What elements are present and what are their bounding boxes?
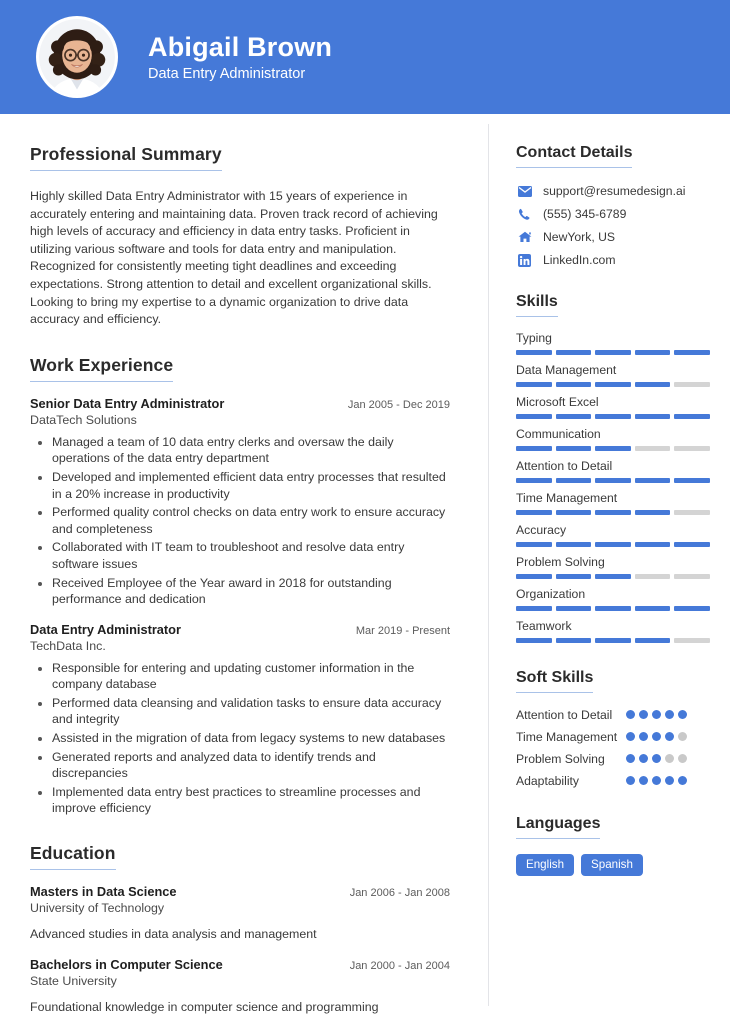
skill-label: Organization <box>516 587 586 601</box>
skill-segment <box>556 414 592 419</box>
soft-skill-label: Adaptability <box>516 774 580 788</box>
contact-item-location[interactable] <box>516 230 710 244</box>
section-heading-work-experience: Work Experience <box>30 355 173 382</box>
experience-entry <box>30 396 450 608</box>
skill-segment <box>556 606 592 611</box>
skill-segment <box>635 606 671 611</box>
experience-date: Mar 2019 - Present <box>355 624 450 637</box>
education-degree: Bachelors in Computer Science <box>30 957 223 973</box>
skill-segment <box>516 638 552 643</box>
skill-segment <box>635 382 671 387</box>
right-column <box>489 114 730 1024</box>
list-item: • Received Employee of the Year award in 2018 for outstanding performance and dedication <box>52 575 450 608</box>
skill-segment <box>635 542 671 547</box>
skill-segment <box>516 446 552 451</box>
list-item: • Implemented data entry best practices to streamline processes and improve efficiency <box>52 784 450 817</box>
language-badge: English <box>516 854 574 876</box>
linkedin-icon <box>516 253 533 267</box>
candidate-name: Abigail Brown <box>148 31 333 62</box>
education-entry-header <box>30 884 450 899</box>
skill-segment <box>516 414 552 419</box>
skill-segment <box>516 606 552 611</box>
skill-segment <box>674 510 710 515</box>
rating-dot <box>639 754 648 763</box>
skill-item <box>516 395 710 419</box>
skill-segment <box>674 638 710 643</box>
rating-dot <box>678 732 687 741</box>
skill-segment <box>595 510 631 515</box>
experience-date: Jan 2005 - Dec 2019 <box>347 398 450 411</box>
contact-item-email[interactable] <box>516 184 710 198</box>
resume-body <box>0 114 730 1024</box>
skill-segment <box>595 382 631 387</box>
skill-level-bar <box>516 542 710 547</box>
skill-segment <box>556 542 592 547</box>
skill-label: Data Management <box>516 363 617 377</box>
skill-item <box>516 331 710 355</box>
rating-dot <box>626 776 635 785</box>
skill-segment <box>595 574 631 579</box>
contact-item-linkedin[interactable] <box>516 253 710 267</box>
rating-dot <box>652 754 661 763</box>
contact-value-phone: (555) 345-6789 <box>543 207 627 221</box>
left-column <box>0 114 488 1024</box>
skill-label: Communication <box>516 427 601 441</box>
skill-segment <box>556 478 592 483</box>
rating-dot <box>665 754 674 763</box>
skill-segment <box>674 382 710 387</box>
skill-item <box>516 427 710 451</box>
soft-skill-dots <box>626 707 688 719</box>
section-heading-education: Education <box>30 843 116 870</box>
contact-value-location: NewYork, US <box>543 230 616 244</box>
skill-item <box>516 555 710 579</box>
rating-dot <box>626 754 635 763</box>
experience-role: Senior Data Entry Administrator <box>30 395 225 411</box>
skill-segment <box>516 574 552 579</box>
rating-dot <box>639 732 648 741</box>
profile-photo-illustration <box>39 19 115 95</box>
list-item: • Managed a team of 10 data entry clerks and oversaw the daily operations of the data entry department <box>52 434 450 467</box>
education-entry <box>30 884 450 943</box>
soft-skill-label: Attention to Detail <box>516 708 613 722</box>
education-entry <box>30 957 450 1016</box>
languages-list <box>516 854 710 876</box>
home-icon <box>516 230 533 244</box>
education-entry-header <box>30 957 450 972</box>
contact-list <box>516 184 710 267</box>
list-item: • Performed data cleansing and validation tasks to ensure data accuracy and integrity <box>52 695 450 728</box>
skill-label: Attention to Detail <box>516 459 613 473</box>
skill-segment <box>556 638 592 643</box>
experience-bullet-list <box>30 434 450 608</box>
skill-segment <box>516 478 552 483</box>
section-education <box>30 843 450 1016</box>
skill-segment <box>674 574 710 579</box>
resume-header <box>0 0 730 114</box>
phone-icon <box>516 207 533 221</box>
skill-label: Teamwork <box>516 619 572 633</box>
education-description: Foundational knowledge in computer science and programming <box>30 1000 379 1015</box>
skill-segment <box>595 542 631 547</box>
skill-segment <box>674 478 710 483</box>
soft-skill-label: Problem Solving <box>516 752 605 766</box>
contact-value-email: support@resumedesign.ai <box>543 184 686 198</box>
skill-segment <box>674 446 710 451</box>
soft-skill-item <box>516 729 710 745</box>
skill-segment <box>556 350 592 355</box>
education-date: Jan 2000 - Jan 2004 <box>349 960 450 973</box>
experience-entry-header <box>30 622 450 637</box>
skill-item <box>516 587 710 611</box>
education-degree: Masters in Data Science <box>30 884 177 900</box>
rating-dot <box>665 732 674 741</box>
avatar <box>36 16 118 98</box>
skill-level-bar <box>516 478 710 483</box>
experience-entry <box>30 622 450 817</box>
skill-segment <box>635 478 671 483</box>
education-school: State University <box>30 974 117 989</box>
skill-label: Typing <box>516 331 552 345</box>
skill-segment <box>556 574 592 579</box>
candidate-job-title: Data Entry Administrator <box>148 66 306 83</box>
rating-dot <box>678 710 687 719</box>
skill-level-bar <box>516 414 710 419</box>
rating-dot <box>665 710 674 719</box>
skill-label: Problem Solving <box>516 555 605 569</box>
skill-item <box>516 459 710 483</box>
list-item: • Responsible for entering and updating customer information in the company database <box>52 660 450 693</box>
skill-segment <box>516 382 552 387</box>
skill-segment <box>674 542 710 547</box>
section-soft-skills <box>516 669 710 789</box>
rating-dot <box>639 776 648 785</box>
list-item: • Assisted in the migration of data from legacy systems to new databases <box>52 730 450 747</box>
skill-label: Microsoft Excel <box>516 395 599 409</box>
skill-level-bar <box>516 574 710 579</box>
soft-skill-item <box>516 751 710 767</box>
profile-photo <box>39 19 115 95</box>
section-heading-skills: Skills <box>516 293 558 317</box>
skill-segment <box>595 414 631 419</box>
experience-entry-header <box>30 396 450 411</box>
rating-dot <box>678 776 687 785</box>
section-professional-summary <box>30 144 450 329</box>
skill-segment <box>556 382 592 387</box>
soft-skill-dots <box>626 773 688 785</box>
soft-skill-dots <box>626 729 688 741</box>
skill-item <box>516 619 710 643</box>
rating-dot <box>626 710 635 719</box>
skill-segment <box>674 606 710 611</box>
language-badge: Spanish <box>581 854 643 876</box>
education-school: University of Technology <box>30 901 165 916</box>
skill-segment <box>516 350 552 355</box>
rating-dot <box>652 710 661 719</box>
section-work-experience <box>30 355 450 817</box>
skill-segment <box>635 638 671 643</box>
list-item: • Developed and implemented efficient data entry processes that resulted in a 20% increase in productivity <box>52 469 450 502</box>
soft-skills-list <box>516 707 710 789</box>
skill-label: Accuracy <box>516 523 567 537</box>
experience-organization: DataTech Solutions <box>30 412 137 427</box>
education-description: Advanced studies in data analysis and management <box>30 927 317 942</box>
education-date: Jan 2006 - Jan 2008 <box>349 887 450 900</box>
skill-segment <box>674 414 710 419</box>
skill-segment <box>595 478 631 483</box>
contact-item-phone[interactable] <box>516 207 710 221</box>
section-heading-soft-skills: Soft Skills <box>516 669 593 693</box>
experience-bullet-list <box>30 660 450 817</box>
header-text-block <box>148 32 332 82</box>
soft-skill-label: Time Management <box>516 730 618 744</box>
section-languages <box>516 815 710 876</box>
skill-level-bar <box>516 638 710 643</box>
skill-segment <box>595 350 631 355</box>
skill-segment <box>635 414 671 419</box>
skill-segment <box>635 446 671 451</box>
section-contact-details <box>516 144 710 267</box>
skill-segment <box>556 446 592 451</box>
skill-segment <box>635 350 671 355</box>
section-heading-languages: Languages <box>516 815 600 839</box>
skill-level-bar <box>516 382 710 387</box>
section-skills <box>516 293 710 643</box>
soft-skill-dots <box>626 751 688 763</box>
soft-skill-item <box>516 773 710 789</box>
skill-segment <box>674 350 710 355</box>
skill-item <box>516 363 710 387</box>
skill-level-bar <box>516 606 710 611</box>
skill-level-bar <box>516 510 710 515</box>
rating-dot <box>639 710 648 719</box>
soft-skill-item <box>516 707 710 723</box>
skill-segment <box>516 542 552 547</box>
skill-segment <box>556 510 592 515</box>
list-item: • Generated reports and analyzed data to identify trends and discrepancies <box>52 749 450 782</box>
skill-item <box>516 491 710 515</box>
section-heading-contact-details: Contact Details <box>516 144 632 168</box>
rating-dot <box>652 732 661 741</box>
skill-level-bar <box>516 446 710 451</box>
professional-summary-text: Highly skilled Data Entry Administrator with 15 years of experience in accurately entering and maintaining data. Proven track record of achieving high levels of accuracy and efficiency in data entry tasks. Proficient in utilizing various software and tools for data entry and manipulation. Recognized for consistently meeting tight deadlines and exceeding expectations. Strong attention to detail and excellent organizational skills. Looking to bring my expertise to a dynamic organization to drive data accuracy and efficiency. <box>30 189 438 327</box>
skill-label: Time Management <box>516 491 618 505</box>
experience-organization: TechData Inc. <box>30 638 106 653</box>
skill-segment <box>595 446 631 451</box>
skill-segment <box>635 574 671 579</box>
skill-segment <box>595 606 631 611</box>
list-item: • Collaborated with IT team to troubleshoot and resolve data entry software issues <box>52 539 450 572</box>
list-item: • Performed quality control checks on data entry work to ensure accuracy and completeness <box>52 504 450 537</box>
skills-list <box>516 331 710 643</box>
skill-item <box>516 523 710 547</box>
skill-level-bar <box>516 350 710 355</box>
section-heading-professional-summary: Professional Summary <box>30 144 222 171</box>
experience-role: Data Entry Administrator <box>30 621 181 637</box>
rating-dot <box>665 776 674 785</box>
skill-segment <box>635 510 671 515</box>
rating-dot <box>678 754 687 763</box>
skill-segment <box>595 638 631 643</box>
rating-dot <box>626 732 635 741</box>
rating-dot <box>652 776 661 785</box>
contact-value-linkedin: LinkedIn.com <box>543 253 616 267</box>
envelope-icon <box>516 184 533 198</box>
skill-segment <box>516 510 552 515</box>
